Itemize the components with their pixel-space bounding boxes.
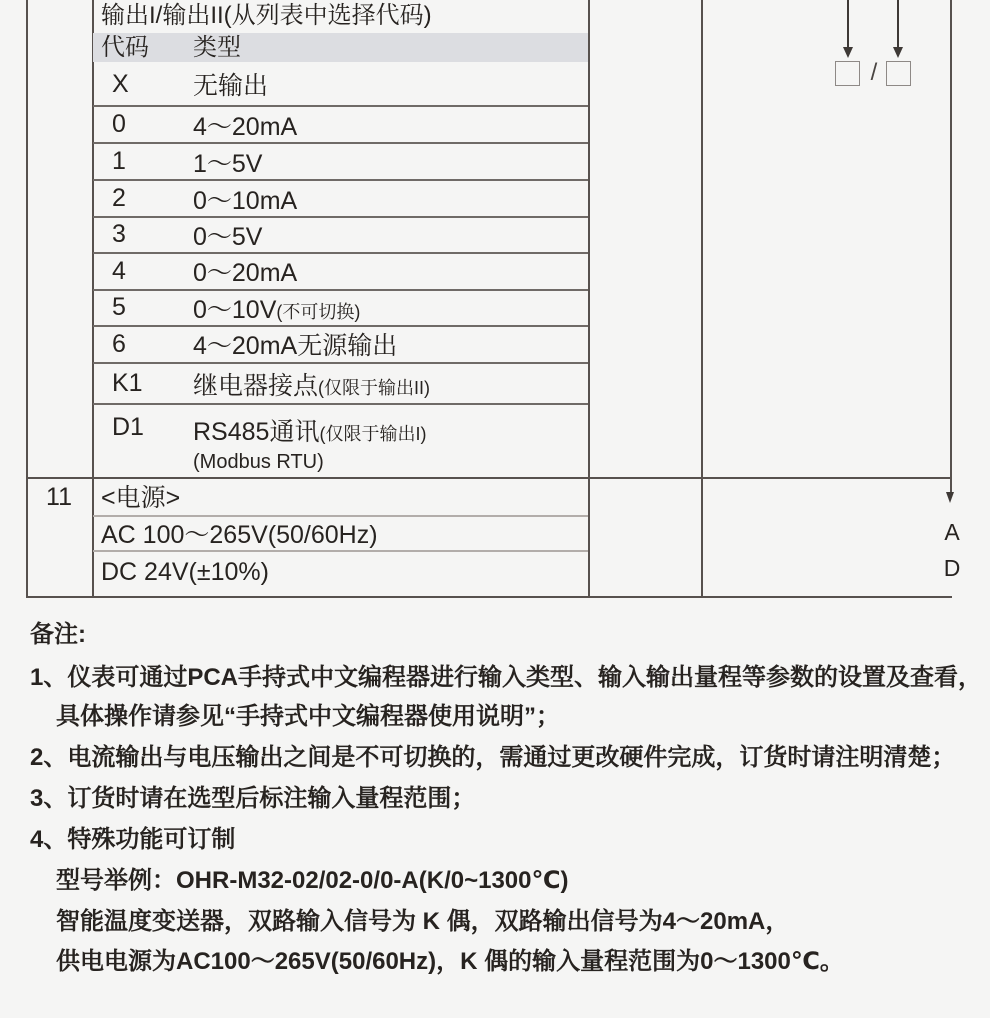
code-cell: 4	[112, 256, 126, 285]
type-cell: 0～5V	[193, 222, 263, 251]
type-cell: 0～10mA	[193, 186, 298, 215]
code-cell: 6	[112, 329, 126, 358]
note-4: 4、特殊功能可订制	[30, 826, 236, 853]
down-arrow-stem	[847, 0, 849, 48]
code-cell: 1	[112, 147, 126, 175]
slash-separator: /	[870, 59, 878, 86]
power-option-dc: DC 24V(±10%)	[101, 557, 269, 586]
type-note: (仅限于输出II)	[318, 377, 431, 398]
code-column-header: 代码	[101, 34, 149, 61]
power-label-cell: <电源>	[101, 484, 181, 512]
column-header-band	[93, 33, 588, 62]
power-code-a: A	[944, 519, 960, 545]
table-bottom-border	[26, 596, 952, 598]
table-row	[92, 253, 588, 289]
code-cell: D1	[112, 413, 144, 441]
code-cell: X	[112, 69, 129, 98]
table-row	[92, 63, 588, 105]
down-arrow-icon	[893, 47, 903, 58]
type-cell: 4～20mA无源输出	[193, 332, 398, 360]
row-index: 11	[46, 483, 72, 511]
table-row	[92, 217, 588, 252]
code-cell: 2	[112, 184, 126, 212]
type-column-header: 类型	[193, 34, 241, 61]
note-3: 3、订货时请在选型后标注输入量程范围；	[30, 785, 476, 812]
code-cell: 0	[112, 110, 126, 138]
example-desc-1: 智能温度变送器，双路输入信号为 K 偶，双路输出信号为4～20mA，	[56, 908, 790, 935]
type-cell: 1～5V	[193, 149, 263, 178]
type-cell: 无输出	[193, 72, 269, 100]
table-row	[92, 326, 588, 362]
model-example: 型号举例：OHR-M32-02/02-0/0-A(K/0~1300℃)	[56, 867, 569, 894]
type-note: (仅限于输出I)	[319, 424, 427, 444]
type-cell: 0～20mA	[193, 259, 298, 287]
notes-title: 备注:	[30, 621, 86, 648]
code-cell: 3	[112, 220, 126, 248]
middle-column-divider	[701, 0, 703, 598]
main-column-divider	[588, 0, 590, 598]
table-row	[92, 364, 588, 403]
power-leader-line	[950, 0, 952, 493]
table-row	[92, 403, 588, 477]
type-note-line2: (Modbus RTU)	[193, 451, 324, 473]
output-section-title: 输出I/输出II(从列表中选择代码)	[101, 2, 432, 29]
type-cell: 4～20mA	[193, 112, 298, 141]
output2-code-box	[886, 61, 911, 86]
note-1-line1: 1、仪表可通过PCA手持式中文编程器进行输入类型、输入输出量程等参数的设置及查看，	[30, 664, 983, 691]
code-cell: 5	[112, 293, 126, 321]
note-1-line2: 具体操作请参见“手持式中文编程器使用说明”；	[56, 703, 560, 730]
example-desc-2: 供电电源为AC100～265V(50/60Hz)，K 偶的输入量程范围为0～1300℃。	[56, 948, 844, 975]
power-option-ac: AC 100～265V(50/60Hz)	[101, 520, 378, 549]
down-arrow-icon	[843, 47, 853, 58]
table-row	[92, 107, 588, 142]
type-note: (不可切换)	[276, 301, 361, 322]
output1-code-box	[835, 61, 860, 86]
note-2: 2、电流输出与电压输出之间是不可切换的，需通过更改硬件完成，订货时请注明清楚；	[30, 744, 956, 771]
code-cell: K1	[112, 369, 143, 397]
type-cell: 继电器接点(仅限于输出II)	[193, 371, 431, 400]
type-cell: 0～10V(不可切换)	[193, 295, 361, 324]
down-arrow-icon	[946, 492, 954, 503]
type-cell: RS485通讯(仅限于输出I)	[193, 418, 427, 446]
table-row	[92, 290, 588, 325]
table-row	[92, 181, 588, 216]
table-row	[92, 144, 588, 179]
down-arrow-stem	[897, 0, 899, 48]
power-code-d: D	[943, 555, 961, 581]
